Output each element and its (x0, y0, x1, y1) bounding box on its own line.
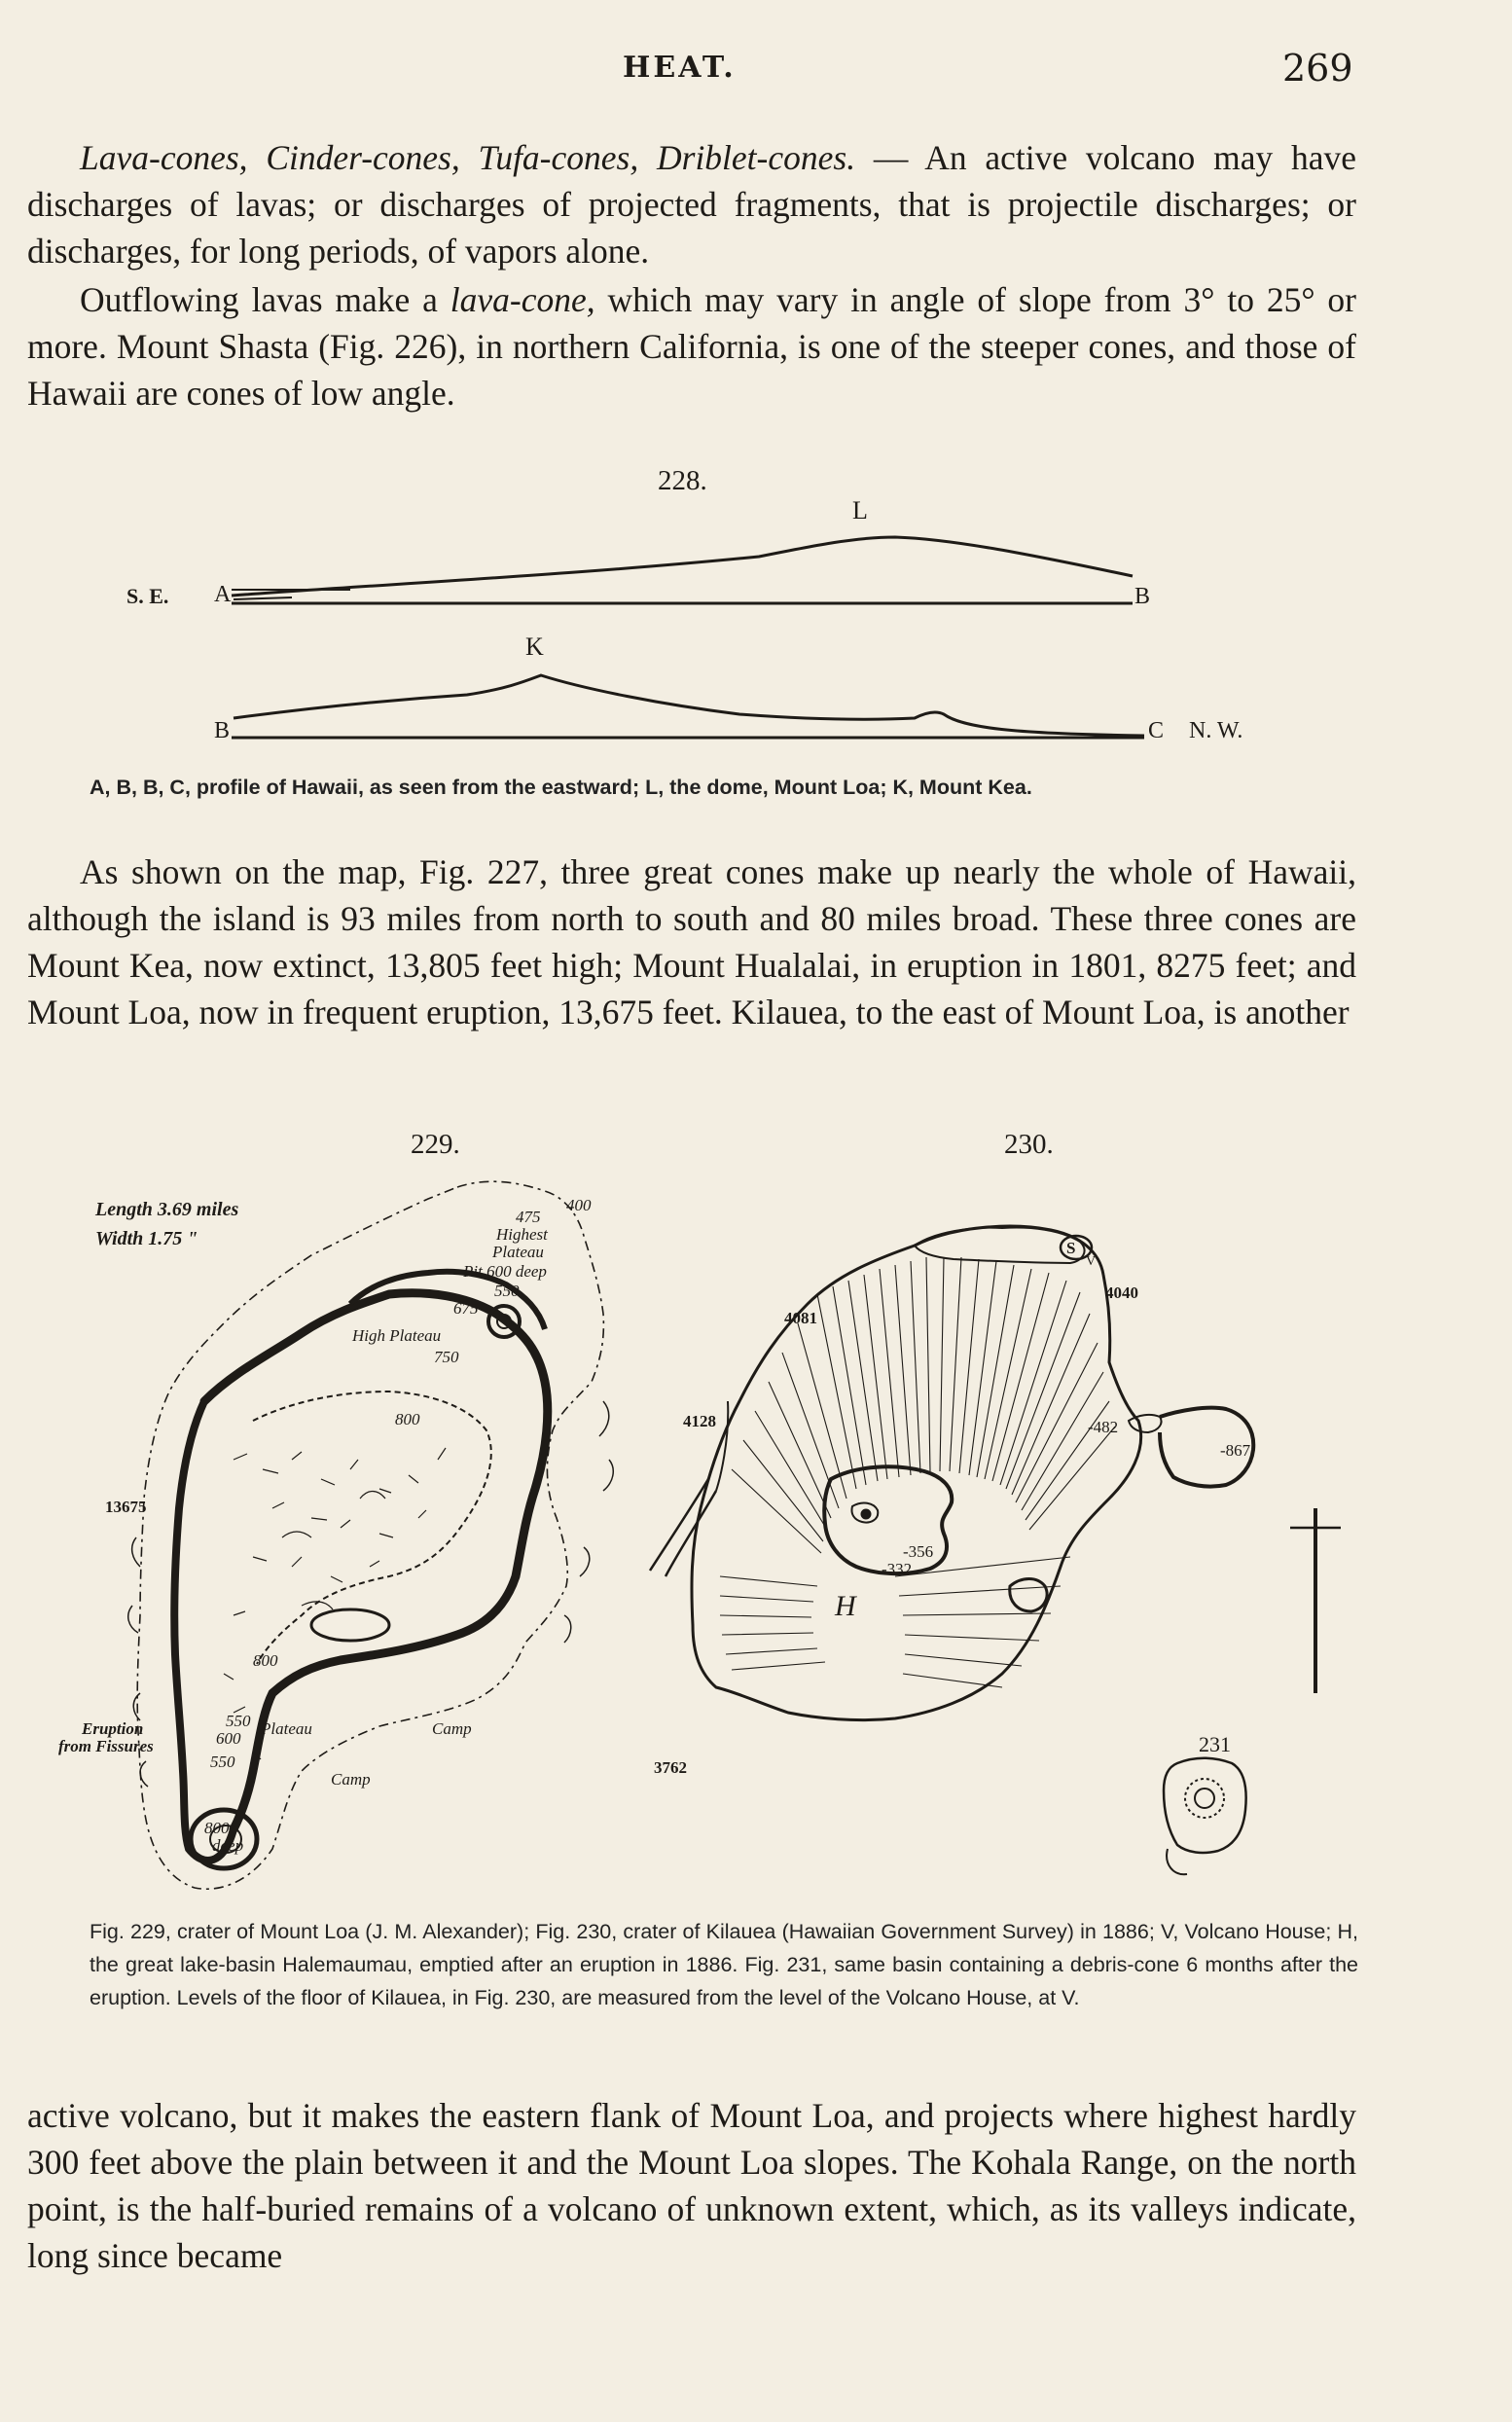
figure-229-231-caption: Fig. 229, crater of Mount Loa (J. M. Alexander); Fig. 230, crater of Kilauea (Hawaiian Government Survey) in 1886; V, Volcano House; H, the great lake-basin Halemaumau, emptied after an eruption in 1886. Fig. 231, same basin containing a debris-cone 6 months after the eruption. Levels of the floor of Kilauea, in Fig. 230, are measured from the level of the Volcano House, at V. (90, 1920, 1358, 2009)
figure-229-crater-loa (58, 1168, 681, 1927)
label-neg-482: -482 (1088, 1418, 1119, 1436)
label-3762: 3762 (654, 1758, 687, 1777)
crater-west-wall (174, 1401, 234, 1861)
label-camp-a: Camp (432, 1719, 472, 1738)
crater-width: Width 1.75 " (95, 1228, 198, 1249)
label-B-top: B (1134, 584, 1151, 609)
label-675: 675 (453, 1299, 479, 1318)
label-highest: Highest (496, 1225, 548, 1244)
crater-hatching (720, 1257, 1115, 1687)
label-fissures: from Fissures (58, 1737, 154, 1755)
label-eruption: Eruption (82, 1719, 144, 1738)
paragraph-text: which may vary in angle of slope from 3° to 25° or more. Mount Shasta (Fig. 226), in northern California, is one of the steeper cones, and those of Hawaii are cones of low angle. (27, 280, 1356, 413)
label-4081: 4081 (784, 1309, 817, 1327)
running-head: HEAT. (623, 51, 737, 85)
label-L: L (852, 496, 868, 524)
label-800-b: 800 (253, 1651, 278, 1670)
label-deep: deep (212, 1836, 244, 1855)
crater-loa-labels (58, 1196, 592, 1855)
label-800-a: 800 (395, 1410, 420, 1428)
label-550-b: 550 (226, 1712, 251, 1730)
page-number: 269 (1282, 47, 1353, 90)
label-V: V (1086, 1254, 1097, 1269)
label-400: 400 (566, 1196, 592, 1214)
label-B-bottom: B (214, 718, 231, 743)
crater-main-wall (204, 1293, 548, 1829)
label-S: S (1066, 1239, 1076, 1257)
label-475: 475 (516, 1208, 541, 1226)
label-plateau-top: Plateau (492, 1243, 544, 1261)
figure-228-number: 228. (658, 465, 707, 496)
figure-231-basin (1164, 1758, 1246, 1853)
label-A: A (214, 582, 232, 607)
figure-228-profile (0, 0, 1512, 798)
profile-kea (234, 675, 1144, 736)
label-13675: 13675 (105, 1498, 147, 1516)
figure-228-caption: A, B, B, C, profile of Hawaii, as seen from the eastward; L, the dome, Mount Loa; K, Mount Kea. (90, 776, 1032, 799)
profile-loa (232, 537, 1133, 596)
floor-lava-lobe (311, 1609, 389, 1641)
figure-229-number: 229. (411, 1129, 460, 1160)
label-southeast: S. E. (126, 584, 169, 608)
label-800-c: 800 (204, 1819, 230, 1837)
paragraph-text: — An active volcano may have discharges of lavas; or discharges of projected fragments, that is projectile discharges; or discharges, for long periods, of vapors alone. (27, 138, 1357, 271)
paragraph-kilauea: active volcano, but it makes the eastern flank of Mount Loa, and projects where highest hardly 300 feet above the plain between it and the Mount Loa slopes. The Kohala Range, on the north point, is the half-buried remains of a volcano of unknown extent, which, as its valleys indicate, long since became (27, 2096, 1356, 2275)
label-750: 750 (434, 1348, 459, 1366)
paragraph-text: Outflowing lavas make a (80, 280, 450, 319)
figure-231-number: 231 (1199, 1732, 1231, 1756)
label-plateau-low: Plateau (261, 1719, 312, 1738)
label-camp-b: Camp (331, 1770, 371, 1789)
label-H: H (835, 1590, 856, 1622)
west-arm (650, 1479, 716, 1576)
label-C: C (1148, 718, 1165, 743)
emphasis: lava-cone, (450, 280, 595, 319)
paragraph-hawaii: As shown on the map, Fig. 227, three great cones make up nearly the whole of Hawaii, although the island is 93 miles from north to south and 80 miles broad. These three cones are Mount Kea, now extinct, 13,805 feet high; Mount Hualalai, in eruption in 1801, 8275 feet; and Mount Loa, now in frequent eruption, 13,675 feet. Kilauea, to the east of Mount Loa, is another (27, 852, 1356, 1031)
figure-230-crater-kilauea (623, 1168, 1362, 1907)
kilauea-outer-rim (692, 1226, 1141, 1719)
label-high-plateau: High Plateau (352, 1326, 442, 1345)
label-northwest: N. W. (1189, 718, 1243, 743)
label-neg-867: -867 (1220, 1441, 1251, 1460)
label-neg-356: -356 (903, 1542, 934, 1561)
southeast-pit (1010, 1579, 1047, 1612)
label-600: 600 (216, 1729, 241, 1748)
label-K: K (525, 633, 544, 661)
label-4040: 4040 (1105, 1283, 1138, 1302)
section-heading: Lava-cones, Cinder-cones, Tufa-cones, Driblet-cones. (80, 138, 856, 177)
label-550-c: 550 (210, 1753, 235, 1771)
label-neg-332: -332 (882, 1560, 913, 1578)
label-4128: 4128 (683, 1412, 716, 1430)
label-550-a: 550 (494, 1282, 520, 1300)
crater-length: Length 3.69 miles (95, 1199, 239, 1220)
label-pit: Pit 600 deep (463, 1262, 547, 1281)
figure-230-number: 230. (1004, 1129, 1054, 1160)
